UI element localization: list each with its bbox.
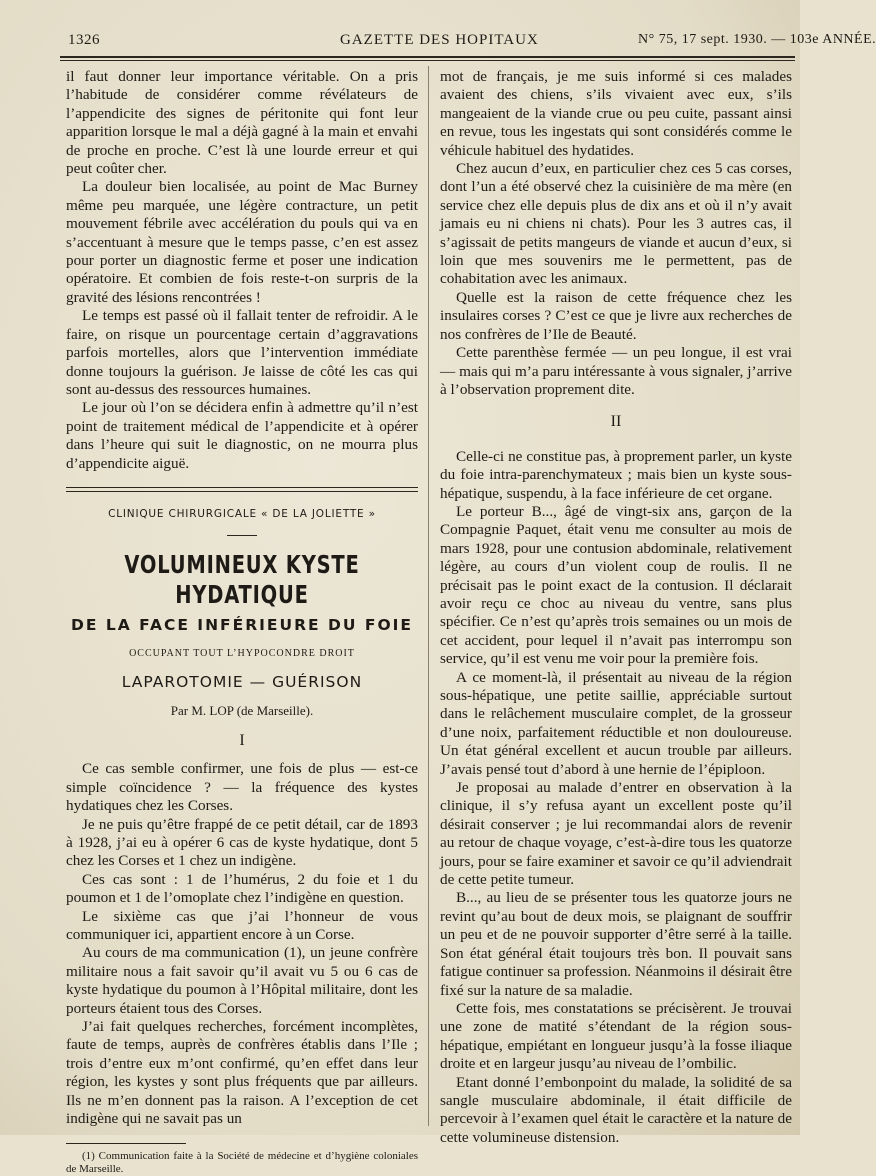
header-rule xyxy=(60,56,795,58)
paragraph: Je proposai au malade d’entrer en observation à la clinique, il s’y refusa ayant un excellent poste qu’il désirait conserver ; je lui recommandai alors de revenir au retour de chaque voyage, c’est-à-dire tous les quatorze jours, pour se faire examiner et savoir ce qu’il adviendrait de cette petite tumeur. xyxy=(440,779,792,889)
paragraph: mot de français, je me suis informé si ces malades avaient des chiens, s’ils vivaient avec eux, s’ils mangeaient de la viande crue ou peu cuite, passant ainsi en revue, tous les ingestats qui sont considérés comme le véhicule habituel des hydatides. xyxy=(440,68,792,159)
paragraph: Le jour où l’on se décidera enfin à admettre qu’il n’est point de traitement médical de l’appendicite et à opérer dans l’heure qui suit le diagnostic, on ne mourra plus d’appendicite aiguë. xyxy=(66,399,418,472)
paragraph: Ces cas sont : 1 de l’humérus, 2 du foie et 1 du poumon et 1 de l’omoplate chez l’indigène en question. xyxy=(66,870,418,907)
column-divider xyxy=(428,66,429,1126)
page-header xyxy=(60,30,876,54)
issue-info: N° 75, 17 sept. 1930. — 103e ANNÉE. xyxy=(638,32,876,47)
paragraph: Je ne puis qu’être frappé de ce petit détail, car de 1893 à 1928, j’ai eu à opérer 6 cas de kyste hydatique, dont 5 chez les Corses et 1 chez un indigène. xyxy=(66,815,418,870)
article-subtitle-3: LAPAROTOMIE — GUÉRISON xyxy=(121,673,363,692)
paragraph: Cette fois, mes constatations se précisèrent. Je trouvai une zone de matité s’étendant de la région sous-hépatique, empiétant en longueur jusqu’à la fosse iliaque droite et en largeur jusqu’au niveau de l’ombilic. xyxy=(440,999,792,1073)
section-number: II xyxy=(610,413,622,431)
page-number: 1326 xyxy=(68,32,100,48)
byline: Par M. LOP (de Marseille). xyxy=(170,702,314,718)
paragraph: La douleur bien localisée, au point de Mac Burney même peu marquée, une légère contracture, un petit mouvement fébrile avec accélération du pouls qui va en s’accentuant à mesure que le temps passe, c’en est assez pour porter un diagnostic ferme et poser une indication opératoire. Et combien de fois reste-t-on surpris de la gravité des lésions rencontrées ! xyxy=(66,178,418,306)
article-subtitle-2: OCCUPANT TOUT L’HYPOCONDRE DROIT xyxy=(129,647,355,659)
article-title: VOLUMINEUX KYSTE HYDATIQUE xyxy=(124,550,360,610)
paragraph: Le sixième cas que j’ai l’honneur de vous communiquer ici, appartient encore à un Corse. xyxy=(66,907,418,944)
paragraph: Le porteur B..., âgé de vingt-six ans, garçon de la Compagnie Paquet, était venu me consulter au mois de mars 1928, pour une contusion abdominale, relativement légère, au cours d’un violent coup de roulis. Il ne précisait pas le point exact de la contusion. Il déclarait avoir reçu ce choc au niveau du ventre, sans plus spécifier. Ce n’est qu’après trois semaines ou un mois de cet accident, pour lequel il n’avait pas interrompu son service, qu’il est venu me voir pour la première fois. xyxy=(440,502,792,668)
footnote: (1) Communication faite à la Société de médecine et d’hygiène coloniales de Marseille. xyxy=(66,1149,418,1175)
paragraph: Ce cas semble confirmer, une fois de plus — est-ce simple coïncidence ? — la fréquence des kystes hydatiques chez les Corses. xyxy=(66,760,418,815)
paragraph: Cette parenthèse fermée — un peu longue, il est vrai — mais qui m’a paru intéressante à vous signaler, j’arrive à l’observation proprement dite. xyxy=(440,344,792,398)
clinic-heading: CLINIQUE CHIRURGICALE « DE LA JOLIETTE » xyxy=(108,507,376,520)
journal-title: GAZETTE DES HOPITAUX xyxy=(340,32,539,48)
paragraph: Le temps est passé où il fallait tenter de refroidir. A le faire, on risque un pourcentage certain d’aggravations parfois mortelles, alors que l’intervention immédiate donne toujours la guérison. Je laisse de côté les cas qui sont au-dessus des ressources humaines. xyxy=(66,307,418,398)
short-rule xyxy=(227,535,257,536)
paragraph: Celle-ci ne constitue pas, à proprement parler, un kyste du foie intra-parenchymateux ; mais bien un kyste sous-hépatique, suspendu, à la face inférieure de cet organe. xyxy=(440,447,792,502)
section-separator xyxy=(66,487,418,492)
paragraph: Chez aucun d’eux, en particulier chez ces 5 cas corses, dont l’un a été observé chez la cuisinière de ma mère (en service chez elle depuis plus de dix ans et où il n’y avait jamais eu ni chiens ni chats). Pour les 3 autres cas, il s’agissait de petits mangeurs de viande et aucun d’eux, si loin que mes souvenirs me le permettent, pas de cohabitation avec les animaux. xyxy=(440,160,792,288)
paragraph: il faut donner leur importance véritable. On a pris l’habitude de considérer comme révélateurs de l’appendicite des signes de péritonite qui font leur apparition lorsque le mal a déjà gagné à la main et envahi de proche en proche. C’est là une lourde erreur et qui peut coûter cher. xyxy=(66,68,418,178)
paragraph: Quelle est la raison de cette fréquence chez les insulaires corses ? C’est ce que je livre aux recherches de nos confrères de l’Ile de Beauté. xyxy=(440,288,792,343)
paragraph: B..., au lieu de se présenter tous les quatorze jours ne revint qu’au bout de deux mois, se plaignant de souffrir un peu et de ne pouvoir supporter d’être serré à la taille. Son état général était toujours très bon. Il pouvait sans fatigue continuer sa profession. Néanmoins il désirait être fixé sur la nature de sa maladie. xyxy=(440,889,792,999)
footnote-rule xyxy=(66,1143,186,1144)
right-column xyxy=(440,68,792,1147)
left-column xyxy=(66,68,418,1176)
article-subtitle: DE LA FACE INFÉRIEURE DU FOIE xyxy=(71,616,413,635)
paragraph: Au cours de ma communication (1), un jeune confrère militaire nous a fait savoir qu’il avait vu 5 ou 6 cas de kyste hydatique du poumon à l’Hôpital militaire, dont les porteurs étaient tous des Corses. xyxy=(66,944,418,1017)
header-rule-thin xyxy=(60,60,795,61)
section-number: I xyxy=(239,731,245,749)
paragraph: J’ai fait quelques recherches, forcément incomplètes, faute de temps, auprès de confrères établis dans l’Ile ; trois d’entre eux m’ont confirmé, qu’en effet dans leur région, les kystes y sont plus fréquents que par ailleurs. Ils ne m’en donnent pas la raison. A l’exception de cet indigène qui ne savait pas un xyxy=(66,1018,418,1128)
paragraph: Etant donné l’embonpoint du malade, la solidité de sa sangle musculaire abdominale, il était difficile de percevoir à l’examen quel était le caractère et la nature de cette volumineuse distension. xyxy=(440,1073,792,1146)
paragraph: A ce moment-là, il présentait au niveau de la région sous-hépatique, une petite saillie, appréciable surtout dans le relâchement musculaire complet, de la grosseur d’une noix, parfaitement réductible et non douloureuse. Un état général excellent et aucun trouble par ailleurs. J’avais pensé tout d’abord à une hernie de l’épiploon. xyxy=(440,668,792,778)
